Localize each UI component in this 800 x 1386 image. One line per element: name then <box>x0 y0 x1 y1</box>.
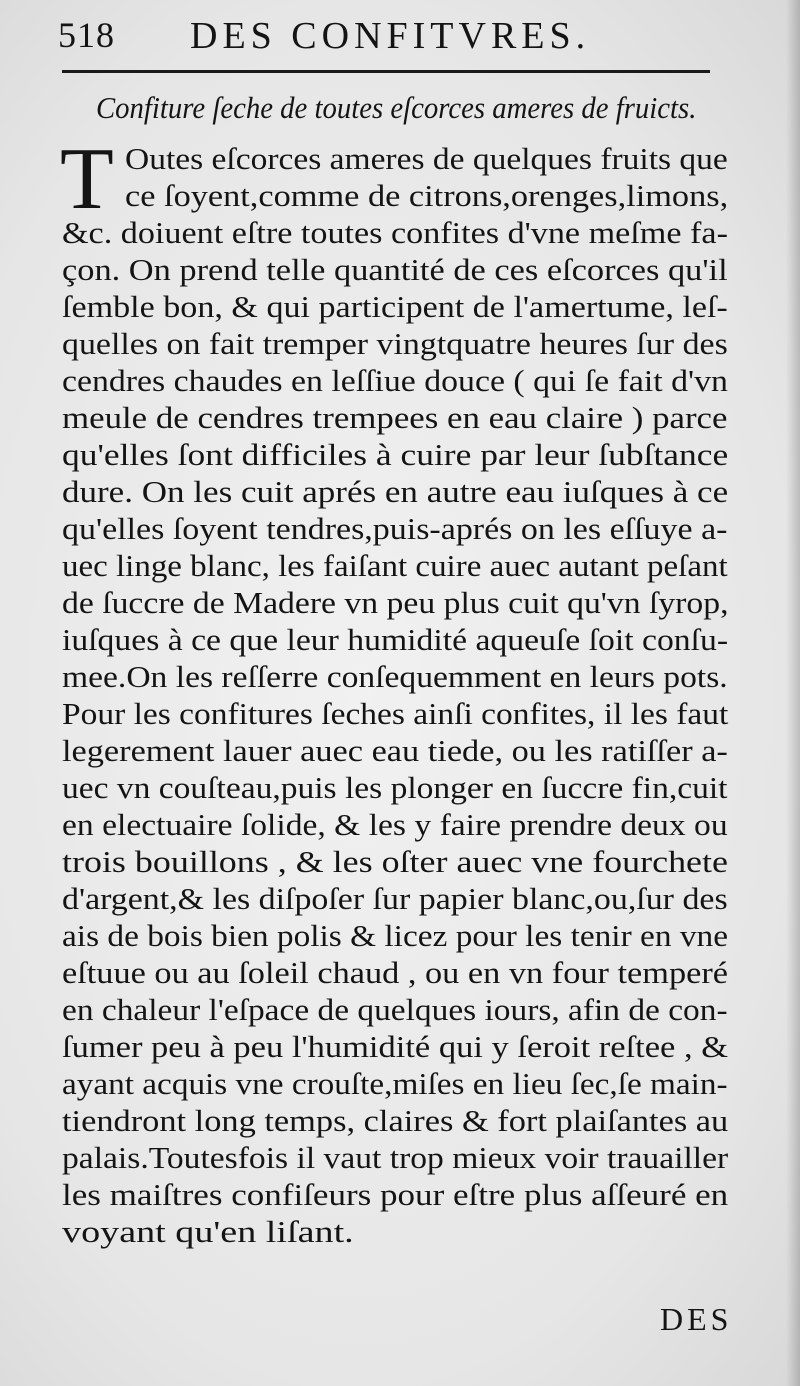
text-line: ce ſoyent,comme de citrons,orenges,limons, <box>125 179 729 213</box>
text-line: qu'elles ſoyent tendres,puis-aprés on les eſſuye a- <box>62 512 728 546</box>
text-line: iuſques à ce que leur humidité aqueuſe ſoit conſu- <box>62 623 729 657</box>
text-line: palais.Toutesfois il vaut trop mieux voir trauailler <box>62 1141 729 1175</box>
page-edge-shadow <box>786 0 800 1386</box>
running-head: DES CONFITVRES. <box>190 15 591 57</box>
section-title: Confiture ſeche de toutes eſcorces ameres de fruicts. <box>96 90 697 125</box>
header-rule <box>62 70 710 73</box>
text-line: ayant acquis vne crouſte,miſes en lieu ſec,ſe main- <box>62 1067 728 1101</box>
text-line: eſtuue ou au ſoleil chaud , ou en vn four temperé <box>62 956 729 990</box>
page-number: 518 <box>58 15 115 55</box>
text-line: mee.On les reſſerre conſequemment en leurs pots. <box>62 660 728 694</box>
text-line: ſemble bon, & qui participent de l'amertume, leſ- <box>62 290 728 324</box>
text-line: en chaleur l'eſpace de quelques iours, afin de con- <box>62 993 728 1027</box>
text-line: &c. doiuent eſtre toutes confites d'vne meſme fa- <box>62 216 728 250</box>
text-line: meule de cendres trempees en eau claire ) parce <box>62 401 728 435</box>
text-line: ſumer peu à peu l'humidité qui y ſeroit reſtee , & <box>62 1030 729 1064</box>
text-line: uec vn couſteau,puis les plonger en ſuccre fin,cuit <box>62 771 728 805</box>
text-line: en electuaire ſolide, & les y faire prendre deux ou <box>62 808 728 842</box>
text-line: qu'elles ſont difficiles à cuire par leur ſubſtance <box>62 438 729 472</box>
text-line: de ſuccre de Madere vn peu plus cuit qu'vn ſyrop, <box>62 586 729 620</box>
text-line: dure. On les cuit aprés en autre eau iuſques à ce <box>62 475 729 509</box>
text-line: cendres chaudes en leſſiue douce ( qui ſe fait d'vn <box>62 364 728 398</box>
text-line: uec linge blanc, les faiſant cuire auec autant peſant <box>62 549 728 583</box>
text-line: ais de bois bien polis & licez pour les tenir en vne <box>62 919 729 953</box>
text-line: Pour les confitures ſeches ainſi confites, il les faut <box>62 697 729 731</box>
text-line: quelles on fait tremper vingtquatre heures ſur des <box>62 327 728 361</box>
text-line: d'argent,& les diſpoſer ſur papier blanc,ou,ſur des <box>62 882 728 916</box>
text-line: çon. On prend telle quantité de ces eſcorces qu'il <box>62 253 728 287</box>
drop-cap: T <box>60 131 114 228</box>
text-line: Outes eſcorces ameres de quelques fruits que <box>125 142 728 176</box>
text-line: les maiſtres confiſeurs pour eſtre plus aſſeuré en <box>62 1178 729 1212</box>
text-line: legerement lauer auec eau tiede, ou les ratiſſer a- <box>62 734 728 768</box>
catchword: DES <box>660 1301 733 1337</box>
text-line: trois bouillons , & les oſter auec vne fourchete <box>62 845 728 879</box>
text-line: voyant qu'en liſant. <box>62 1215 354 1249</box>
text-line: tiendront long temps, claires & fort plaiſantes au <box>62 1104 729 1138</box>
